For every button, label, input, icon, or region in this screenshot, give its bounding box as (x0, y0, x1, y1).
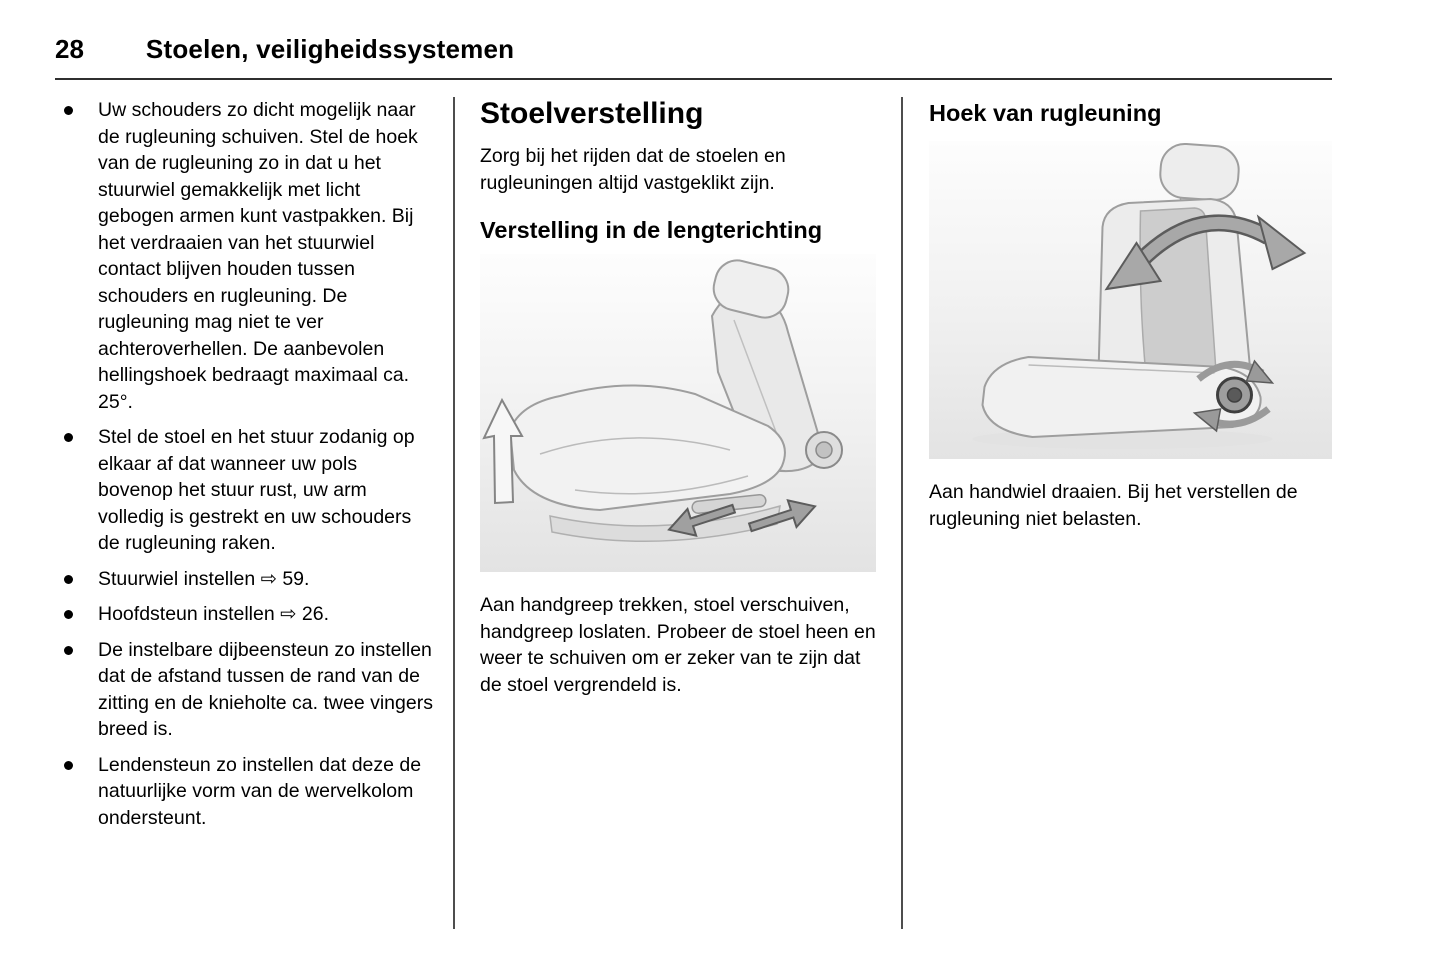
bullet-marker (64, 761, 73, 770)
content-columns (55, 97, 1332, 929)
bullet-marker (64, 575, 73, 584)
list-item-text: Stuurwiel instellen ⇨ 59. (98, 567, 310, 590)
seat-front-view-illustration (929, 141, 1332, 459)
list-item-text: Lendensteun zo instellen dat deze de natuurlijke vorm van de wervelkolom ondersteunt. (98, 753, 422, 829)
backrest-angle-figure (929, 141, 1332, 459)
list-item-text: Uw schouders zo dicht mogelijk naar de rugleuning schuiven. Stel de hoek van de rugleuning zo in dat u het stuurwiel gemakkelijk met licht gebogen armen kunt vastpakken. Bij het verdraaien van het stuurwiel contact blijven houden tussen schouders en rugleuning. De rugleuning mag niet te ver achteroverhellen. De aanbevolen hellingshoek bedraagt maximaal ca. 25°. (98, 99, 418, 413)
list-item (55, 566, 437, 593)
list-item (55, 97, 437, 415)
section-intro: Zorg bij het rijden dat de stoelen en rugleuningen altijd vastgeklikt zijn. (480, 145, 786, 194)
left-column (55, 97, 453, 929)
longitudinal-caption: Aan handgreep trekken, stoel verschuiven, handgreep loslaten. Probeer de stoel heen en weer te schuiven om er zeker van te zijn dat de stoel vergrendeld is. (480, 594, 876, 696)
bullet-marker (64, 610, 73, 619)
seat-headrest (1159, 142, 1241, 201)
middle-column (455, 97, 901, 929)
list-item (55, 637, 437, 743)
bullet-marker (64, 646, 73, 655)
list-item-text: De instelbare dijbeensteun zo instellen dat de afstand tussen de rand van de zitting en de knieholte ca. twee vingers breed is. (98, 638, 433, 740)
page-title: Stoelen, veiligheidssystemen (145, 34, 515, 64)
page-header (55, 34, 1332, 80)
list-item-text: Hoofdsteun instellen ⇨ 26. (98, 603, 329, 625)
seat-side-view-illustration (480, 254, 876, 572)
backrest-angle-caption: Aan handwiel draaien. Bij het verstellen de rugleuning niet belasten. (929, 481, 1298, 530)
list-item (55, 424, 437, 557)
section-heading: Stoelverstelling (480, 97, 704, 130)
list-item (55, 601, 437, 628)
seat-base (550, 506, 780, 541)
list-item-text: Stel de stoel en het stuur zodanig op elkaar af dat wanneer uw pols bovenop het stuur rust, uw arm volledig is gestrekt en uw schouders de rugleuning raken. (98, 426, 415, 554)
sub-heading-backrest-angle: Hoek van rugleuning (929, 100, 1162, 126)
bullet-marker (64, 433, 73, 442)
seat-instructions-list (55, 97, 437, 831)
right-column (903, 97, 1332, 929)
list-item (55, 752, 437, 832)
bullet-marker (64, 106, 73, 115)
page-number: 28 (55, 34, 84, 64)
longitudinal-adjustment-figure (480, 254, 876, 572)
sub-heading-longitudinal: Verstelling in de lengterichting (480, 217, 823, 243)
